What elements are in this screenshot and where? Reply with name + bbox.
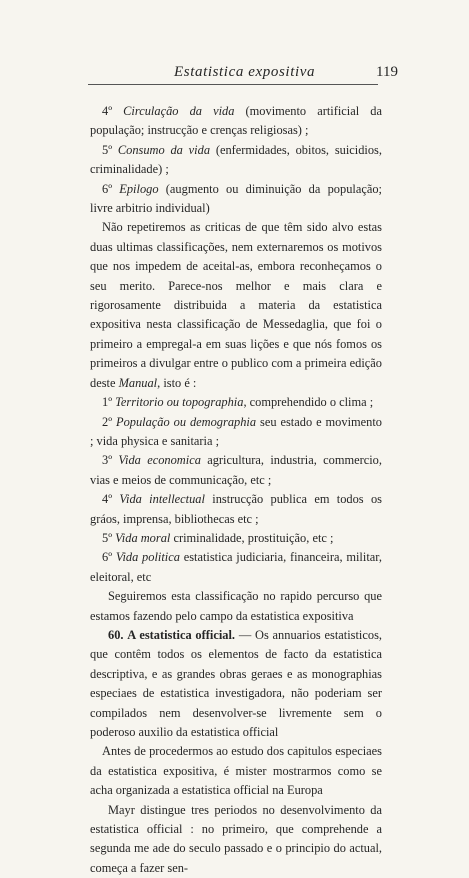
item-term: Vida moral	[115, 530, 171, 545]
section-number: 60.	[108, 627, 124, 642]
list-item: 6º Epilogo (augmento ou diminuição da população; livre arbitrio individual)	[90, 181, 382, 216]
page-header	[0, 64, 469, 84]
paragraph: Mayr distingue tres periodos no desenvolvimento da estatistica official : no primeiro, que comprehende a segunda me ade do seculo passado e o principio do actual, começa a fazer sen-	[90, 802, 382, 875]
item-number: 4	[102, 492, 109, 507]
section-title: A estatistica official.	[127, 627, 236, 642]
list-item: 6º Vida politica estatistica judiciaria, financeira, militar, eleitoral, etc	[90, 550, 382, 584]
section-text: — Os annuarios estatisticos, que contêm todos os elementos de facto da estatistica descriptiva, e as grandes obras geraes e as monographias especiaes de estatistica investigadora, não poderiam ser compilados nem desenvolver-se livremente sem o poderoso auxilio da estatistica official	[90, 627, 382, 739]
item-number: 1	[102, 395, 109, 410]
item-number: 5	[102, 530, 109, 545]
item-number: 2	[102, 414, 109, 429]
item-number: 4	[102, 104, 109, 118]
item-text: estatistica judiciaria, financeira, militar, eleitoral, etc	[90, 550, 382, 584]
item-text: criminalidade, prostituição, etc ;	[170, 530, 334, 545]
paragraph: Seguiremos esta classificação no rapido percurso que estamos fazendo pelo campo da estatistica expositiva	[90, 589, 382, 623]
item-term: Consumo da vida	[117, 142, 211, 157]
item-term: Territorio ou topographia	[115, 395, 244, 410]
item-term: Vida intellectual	[119, 492, 205, 507]
page-body	[90, 102, 382, 878]
manual-title: Manual	[118, 375, 158, 390]
paragraph-tail: , isto é :	[157, 375, 197, 390]
list-item: 5º Consumo da vida (enfermidades, obitos, suicidios, criminalidade) ;	[90, 142, 382, 177]
item-text: (movimento artificial da população; instrucção e crenças religiosas) ;	[90, 104, 382, 138]
list-item: 3º Vida economica agricultura, industria, commercio, vias e meios de communicação, etc ;	[90, 453, 382, 487]
running-title: Estatistica expositiva	[174, 64, 316, 80]
item-number: 5	[102, 142, 109, 157]
paragraph	[90, 218, 382, 393]
item-term: População ou demographia	[116, 414, 257, 429]
item-text: , comprehendido o clima ;	[243, 395, 374, 410]
item-text: seu estado e movimento ; vida physica e sanitaria ;	[90, 414, 382, 448]
paragraph: Antes de procedermos ao estudo dos capitulos especiaes da estatistica expositiva, é mister mostrarmos como se acha organizada a estatistica official na Europa	[90, 744, 382, 798]
item-text: instrucção publica em todos os gráos, imprensa, bibliothecas etc ;	[90, 492, 382, 526]
header-rule	[88, 84, 378, 85]
item-term: Circulação da vida	[123, 104, 235, 118]
list-item: 5º Vida moral criminalidade, prostituição, etc ;	[102, 530, 334, 545]
list-item: 4º Vida intellectual instrucção publica em todos os gráos, imprensa, bibliothecas etc ;	[90, 492, 382, 526]
item-number: 6	[102, 550, 109, 565]
item-term: Vida politica	[115, 550, 180, 565]
paragraph-text: Não repetiremos as criticas de que têm sido alvo estas duas ultimas classificações, nem externaremos os motivos que nos impedem de aceital-as, embora reconheçamos o seu merito. Parece-nos melhor e mais clara e rigorosamente distribuida a materia da estatistica expositiva nesta classificação de Messedaglia, que foi o primeiro a empregal-a em suas lições e que nós fomos os primeiros a divulgar entre o publico com a primeira edição deste	[90, 220, 382, 390]
item-text: agricultura, industria, commercio, vias e meios de communicação, etc ;	[90, 453, 382, 487]
list-item: 2º População ou demographia seu estado e movimento ; vida physica e sanitaria ;	[90, 414, 382, 448]
item-term: Epilogo	[119, 181, 159, 196]
item-number: 6	[102, 181, 109, 196]
list-item: 1º Territorio ou topographia, comprehendido o clima ;	[102, 395, 374, 410]
list-item: 4º Circulação da vida (movimento artificial da população; instrucção e crenças religiosas) ;	[90, 104, 382, 138]
item-term: Vida economica	[118, 453, 201, 468]
section-paragraph	[90, 626, 382, 742]
item-text: (enfermidades, obitos, suicidios, criminalidade) ;	[90, 142, 382, 177]
item-text: (augmento ou diminuição da população; livre arbitrio individual)	[90, 181, 382, 216]
page-number: 119	[376, 64, 398, 80]
item-number: 3	[102, 453, 109, 468]
